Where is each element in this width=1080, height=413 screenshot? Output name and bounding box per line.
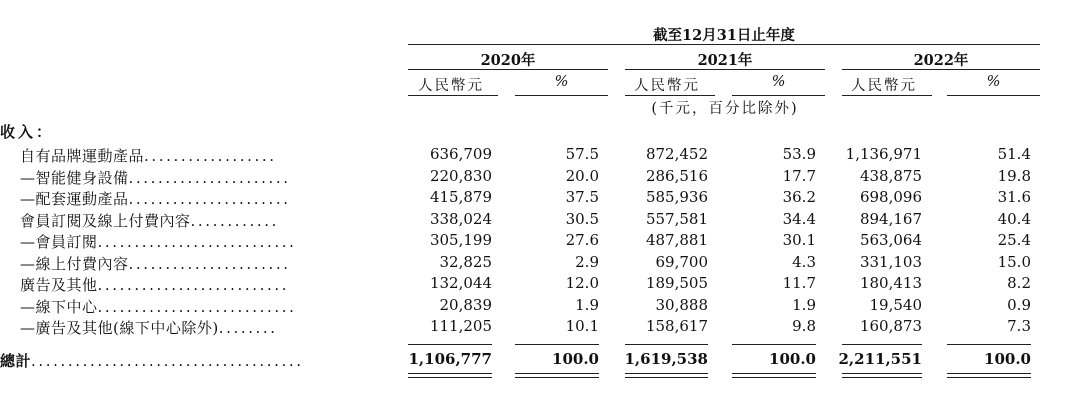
table-cell-0: 338,024 <box>429 209 492 228</box>
row-label-text: —智能健身設備 <box>20 168 129 187</box>
row-label-text: —廣告及其他(線下中心除外) <box>20 319 219 337</box>
row-label-text: 廣告及其他 <box>20 276 98 294</box>
table-cell-3: 34.4 <box>782 209 816 228</box>
total-double-underline <box>732 373 816 379</box>
underline-stroke <box>625 377 708 378</box>
total-double-underline <box>408 373 492 379</box>
table-cell-1: 30.5 <box>565 209 599 228</box>
col-percent-2022: % <box>986 74 1001 90</box>
row-label-text: —配套運動產品 <box>20 190 129 208</box>
table-cell-3: 17.7 <box>782 166 816 185</box>
table-cell-5: 8.2 <box>1007 274 1031 292</box>
total-top-rule <box>515 344 599 345</box>
row-label <box>0 210 279 231</box>
dot-leader: ...................... <box>128 168 291 187</box>
total-double-underline <box>515 373 599 379</box>
table-cell-4: 180,413 <box>859 274 922 292</box>
total-top-rule <box>947 344 1031 345</box>
total-cell-2: 1,619,538 <box>624 350 708 368</box>
row-label <box>0 253 291 274</box>
col-currency-2021: 人民幣元 <box>634 78 700 94</box>
table-cell-1: 20.0 <box>565 166 599 185</box>
table-cell-1: 2.9 <box>575 252 599 271</box>
row-label-text: —會員訂閱 <box>20 233 98 251</box>
period-header: 截至12月31日止年度 <box>653 27 795 44</box>
row-label <box>0 167 291 188</box>
table-cell-3: 30.1 <box>782 231 816 249</box>
sub-rule-2022-currency <box>842 95 932 96</box>
table-cell-5: 0.9 <box>1007 295 1031 314</box>
year-header-2020: 2020年 <box>480 52 536 69</box>
row-label <box>0 274 289 295</box>
row-label <box>0 296 296 317</box>
sub-rule-2021-percent <box>732 95 825 96</box>
underline-stroke <box>947 373 1031 374</box>
underline-stroke <box>515 377 599 378</box>
dot-leader: .......................... <box>97 276 290 294</box>
underline-stroke <box>515 373 599 374</box>
table-cell-5: 15.0 <box>997 252 1031 271</box>
table-cell-0: 111,205 <box>429 317 492 335</box>
table-cell-4: 160,873 <box>859 317 922 335</box>
sub-rule-2020-percent <box>515 95 608 96</box>
table-cell-2: 872,452 <box>645 145 708 163</box>
dot-leader: ...................... <box>128 190 291 208</box>
col-percent-2021: % <box>771 74 786 90</box>
year-2021-rule <box>625 69 825 70</box>
table-cell-3: 53.9 <box>782 145 816 163</box>
table-cell-3: 9.8 <box>792 317 816 335</box>
total-top-rule <box>842 344 922 345</box>
dot-leader: .................. <box>144 147 277 165</box>
row-label-text: 自有品牌運動產品 <box>20 147 145 165</box>
underline-stroke <box>732 373 816 374</box>
total-double-underline <box>842 373 922 379</box>
table-cell-2: 69,700 <box>655 252 708 271</box>
table-cell-1: 37.5 <box>565 188 599 206</box>
dot-leader: ........................... <box>97 233 297 251</box>
underline-stroke <box>732 377 816 378</box>
table-cell-1: 57.5 <box>565 145 599 163</box>
table-cell-4: 698,096 <box>859 188 922 206</box>
table-cell-2: 487,881 <box>645 231 708 249</box>
total-double-underline <box>947 373 1031 379</box>
table-cell-1: 12.0 <box>565 274 599 292</box>
row-label-text: —線上付費內容 <box>20 254 129 273</box>
table-cell-4: 438,875 <box>859 166 922 185</box>
row-label <box>0 145 277 166</box>
row-label <box>0 317 278 338</box>
row-label-text: 會員訂閱及線上付費內容 <box>20 211 191 230</box>
total-cell-0: 1,106,777 <box>408 350 492 368</box>
dot-leader: ........................... <box>97 297 297 316</box>
table-cell-5: 31.6 <box>997 188 1031 206</box>
table-cell-2: 585,936 <box>645 188 708 206</box>
table-cell-1: 1.9 <box>575 295 599 314</box>
table-cell-2: 158,617 <box>645 317 708 335</box>
year-2020-rule <box>408 69 608 70</box>
total-cell-1: 100.0 <box>552 350 599 368</box>
table-cell-4: 1,136,971 <box>845 145 922 163</box>
table-cell-4: 894,167 <box>859 209 922 228</box>
table-cell-3: 36.2 <box>782 188 816 206</box>
table-cell-0: 132,044 <box>429 274 492 292</box>
table-cell-5: 51.4 <box>997 145 1031 163</box>
table-cell-5: 7.3 <box>1007 317 1031 335</box>
table-cell-0: 220,830 <box>429 166 492 185</box>
unit-note: (千元，百分比除外) <box>651 101 799 117</box>
year-2022-rule <box>842 69 1040 70</box>
total-top-rule <box>408 344 492 345</box>
sub-rule-2021-currency <box>625 95 715 96</box>
table-cell-3: 11.7 <box>782 274 816 292</box>
row-label <box>0 188 291 209</box>
underline-stroke <box>842 377 922 378</box>
table-cell-0: 32,825 <box>439 252 492 271</box>
col-currency-2020: 人民幣元 <box>418 78 484 94</box>
sub-rule-2020-currency <box>408 95 498 96</box>
table-cell-0: 636,709 <box>429 145 492 163</box>
total-cell-4: 2,211,551 <box>838 350 922 368</box>
table-cell-5: 19.8 <box>997 166 1031 185</box>
table-cell-1: 27.6 <box>565 231 599 249</box>
underline-stroke <box>408 373 492 374</box>
table-cell-4: 19,540 <box>869 295 922 314</box>
table-cell-0: 415,879 <box>429 188 492 206</box>
table-cell-5: 40.4 <box>997 209 1031 228</box>
table-cell-5: 25.4 <box>997 231 1031 249</box>
row-label <box>0 231 296 252</box>
underline-stroke <box>842 373 922 374</box>
col-percent-2020: % <box>554 74 569 90</box>
total-cell-3: 100.0 <box>769 350 816 368</box>
underline-stroke <box>625 373 708 374</box>
table-cell-2: 30,888 <box>655 295 708 314</box>
underline-stroke <box>408 377 492 378</box>
dot-leader: ........ <box>218 319 278 337</box>
table-cell-0: 20,839 <box>439 295 492 314</box>
table-cell-4: 331,103 <box>859 252 922 271</box>
table-cell-3: 4.3 <box>792 252 816 271</box>
total-double-underline <box>625 373 708 379</box>
year-header-2021: 2021年 <box>697 52 753 69</box>
year-header-2022: 2022年 <box>913 52 969 69</box>
total-top-rule <box>732 344 816 345</box>
table-cell-2: 286,516 <box>645 166 708 185</box>
total-cell-5: 100.0 <box>984 350 1031 368</box>
row-label-text: —線下中心 <box>20 297 98 316</box>
period-header-rule <box>408 44 1040 45</box>
table-cell-0: 305,199 <box>429 231 492 249</box>
sub-rule-2022-percent <box>947 95 1040 96</box>
table-cell-2: 189,505 <box>645 274 708 292</box>
table-cell-1: 10.1 <box>565 317 599 335</box>
row-label-text: 總計 <box>0 352 32 370</box>
table-cell-4: 563,064 <box>859 231 922 249</box>
table-cell-3: 1.9 <box>792 295 816 314</box>
section-title: 收入： <box>0 123 55 141</box>
table-cell-2: 557,581 <box>645 209 708 228</box>
dot-leader: ...................... <box>128 254 291 273</box>
dot-leader: ............ <box>190 211 279 230</box>
total-label <box>0 350 304 371</box>
dot-leader: ..................................... <box>31 352 304 370</box>
underline-stroke <box>947 377 1031 378</box>
col-currency-2022: 人民幣元 <box>851 78 917 94</box>
total-top-rule <box>625 344 708 345</box>
